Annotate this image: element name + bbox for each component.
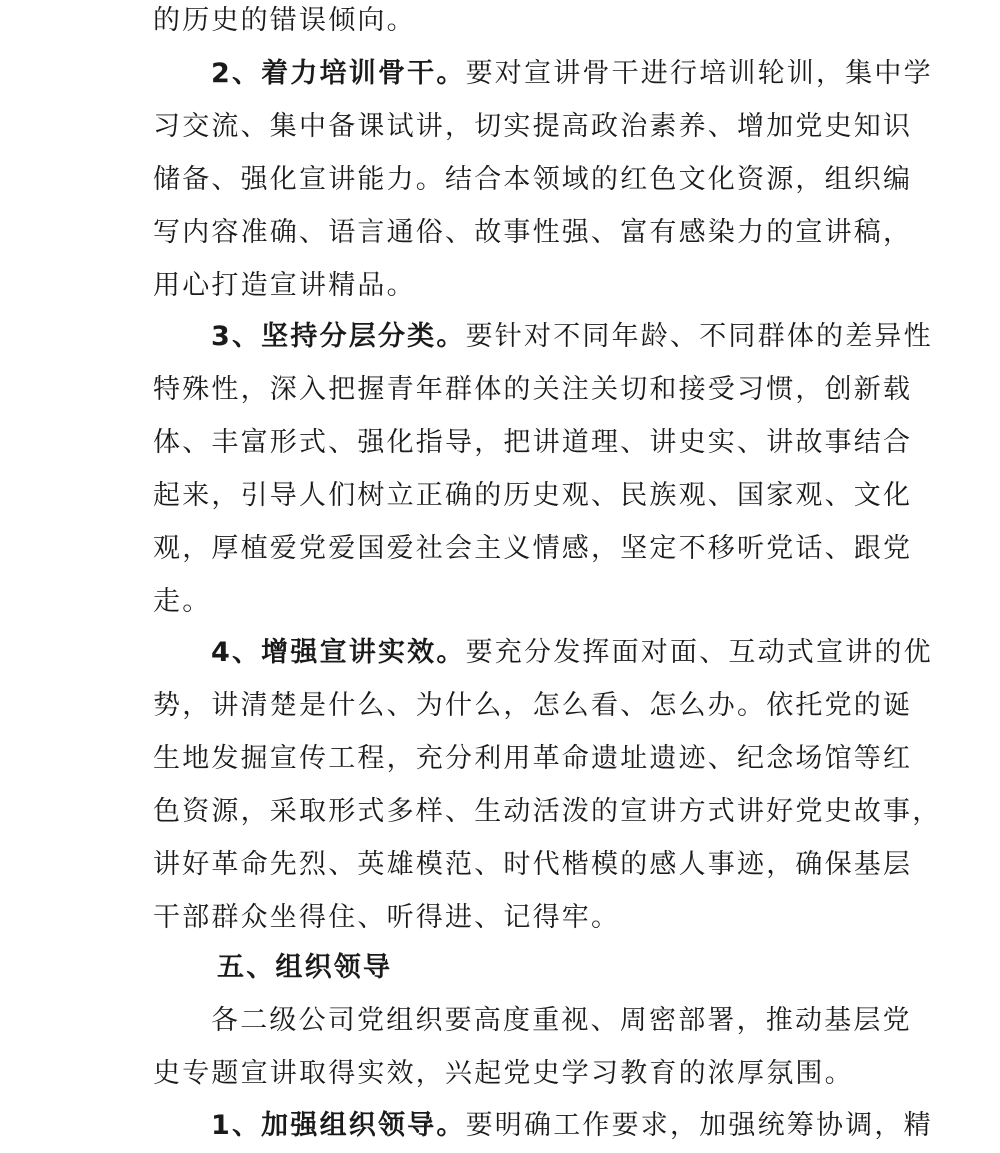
paragraph-line: 讲好革命先烈、英雄模范、时代楷模的感人事迹，确保基层 xyxy=(153,849,913,880)
paragraph-text: 要针对不同年龄、不同群体的差异性 xyxy=(465,321,933,352)
paragraph-line: 特殊性，深入把握青年群体的关注关切和接受习惯，创新载 xyxy=(153,374,913,405)
paragraph-line: 用心打造宣讲精品。 xyxy=(153,270,416,301)
paragraph-heading: 1、加强组织领导。 xyxy=(211,1110,466,1141)
paragraph-text: 要充分发挥面对面、互动式宣讲的优 xyxy=(465,637,933,668)
paragraph-line: 习交流、集中备课试讲，切实提高政治素养、增加党史知识 xyxy=(153,111,913,142)
paragraph-line: 储备、强化宣讲能力。结合本领域的红色文化资源，组织编 xyxy=(153,164,913,195)
paragraph-line: 写内容准确、语言通俗、故事性强、富有感染力的宣讲稿， xyxy=(153,217,913,248)
paragraph-heading: 2、着力培训骨干。 xyxy=(211,58,466,89)
paragraph-line: 走。 xyxy=(153,586,212,617)
paragraph-line: 观，厚植爱党爱国爱社会主义情感，坚定不移听党话、跟党 xyxy=(153,533,913,564)
paragraph-line: 起来，引导人们树立正确的历史观、民族观、国家观、文化 xyxy=(153,480,913,511)
paragraph-first-line: 各二级公司党组织要高度重视、周密部署，推动基层党 xyxy=(211,1005,912,1036)
paragraph-text: 要明确工作要求，加强统筹协调，精 xyxy=(465,1110,933,1141)
paragraph-first-line xyxy=(211,1109,933,1143)
paragraph-line: 体、丰富形式、强化指导，把讲道理、讲史实、讲故事结合 xyxy=(153,427,913,458)
section-title: 五、组织领导 xyxy=(217,952,393,983)
paragraph-text: 要对宣讲骨干进行培训轮训，集中学 xyxy=(465,58,933,89)
paragraph-heading: 3、坚持分层分类。 xyxy=(211,321,466,352)
paragraph-line: 势，讲清楚是什么、为什么，怎么看、怎么办。依托党的诞 xyxy=(153,690,913,721)
paragraph-first-line xyxy=(211,636,933,670)
paragraph-line: 史专题宣讲取得实效，兴起党史学习教育的浓厚氛围。 xyxy=(153,1058,854,1089)
paragraph-line: 生地发掘宣传工程，充分利用革命遗址遗迹、纪念场馆等红 xyxy=(153,743,913,774)
paragraph-first-line xyxy=(211,57,933,91)
paragraph-line: 干部群众坐得住、听得进、记得牢。 xyxy=(153,902,621,933)
paragraph-line: 的历史的错误倾向。 xyxy=(153,5,416,36)
paragraph-first-line xyxy=(211,320,933,354)
paragraph-line: 色资源，采取形式多样、生动活泼的宣讲方式讲好党史故事， xyxy=(153,796,942,827)
paragraph-heading: 4、增强宣讲实效。 xyxy=(211,637,466,668)
